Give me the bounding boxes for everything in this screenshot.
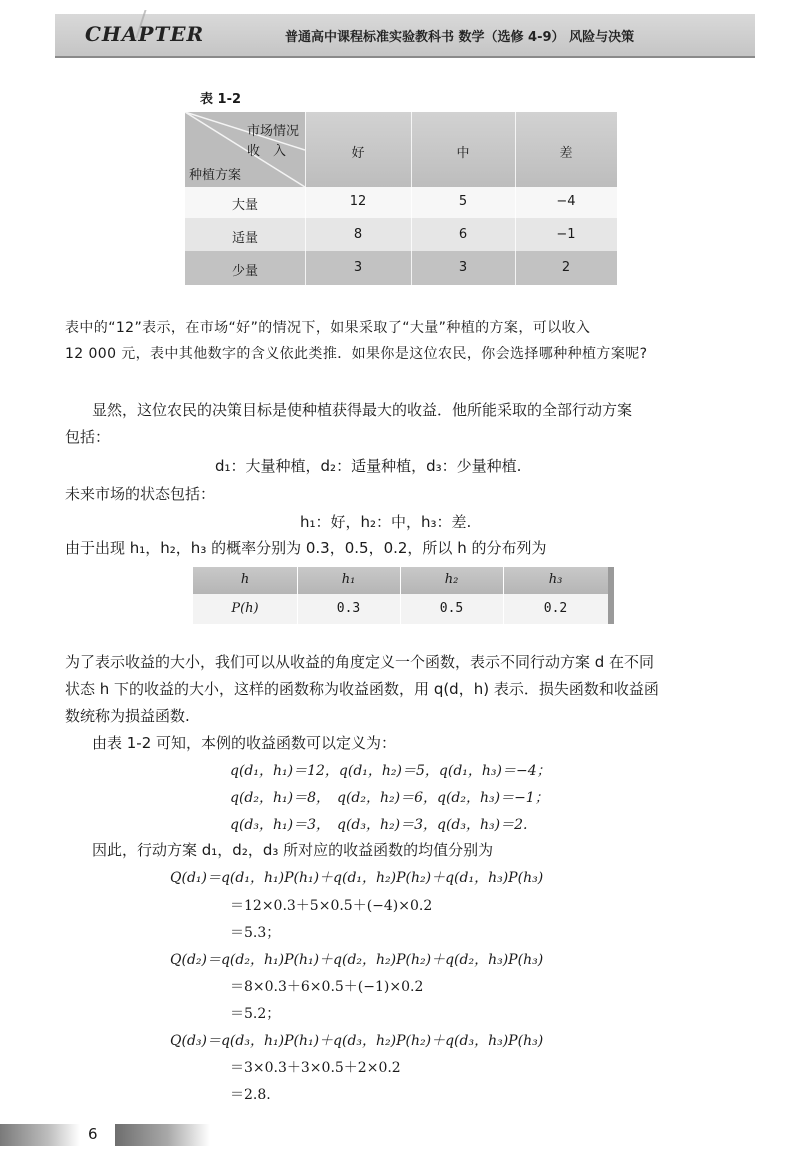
table-cell: h₂: [444, 572, 459, 587]
corner-label-market: 市场情况: [247, 124, 300, 139]
table-cell: −1: [556, 227, 576, 242]
formula-line: q(d₁，h₁)＝12，q(d₁，h₂)＝5，q(d₁，h₃)＝−4；: [230, 763, 551, 779]
actions-line: d₁：大量种植，d₂：适量种植，d₃：少量种植.: [215, 457, 522, 475]
table-cell: 6: [458, 227, 468, 242]
table-cell: h₁: [341, 572, 356, 587]
formula-line: q(d₂，h₁)＝8， q(d₂，h₂)＝6，q(d₂，h₃)＝−1；: [230, 790, 549, 806]
paragraph-line: 因此，行动方案 d₁，d₂，d₃ 所对应的收益函数的均值分别为: [92, 841, 494, 859]
formula-line: Q(d₁)＝q(d₁，h₁)P(h₁)＋q(d₁，h₂)P(h₂)＋q(d₁，h₃)P(h₃): [170, 870, 544, 886]
formula-line: q(d₃，h₁)＝3， q(d₃，h₂)＝3，q(d₃，h₃)＝2.: [230, 817, 528, 833]
row-label-large: 大量: [231, 198, 258, 213]
paragraph-line: 数统称为损益函数.: [65, 707, 190, 725]
formula-line: ＝3×0.3＋3×0.5＋2×0.2: [230, 1060, 401, 1076]
table-cell: P(h): [231, 601, 259, 616]
table-caption: 表 1-2: [200, 92, 242, 107]
table-corner-cell: [185, 112, 305, 187]
book-title: 普通高中课程标准实验教科书 数学（选修 4-9） 风险与决策: [285, 30, 635, 45]
table-cell: 2: [561, 260, 571, 275]
paragraph-line: 由表 1-2 可知，本例的收益函数可以定义为：: [92, 734, 397, 752]
footer-decoration-left: [0, 1124, 80, 1146]
table-cell: h: [240, 572, 250, 587]
column-header-medium: 中: [456, 146, 470, 161]
formula-line: ＝5.3；: [230, 925, 281, 941]
table-cell: h₃: [548, 572, 563, 587]
formula-line: ＝2.8.: [230, 1087, 271, 1103]
footer-decoration-right: [115, 1124, 210, 1146]
paragraph-line: 12 000 元，表中其他数字的含义依此类推．如果你是这位农民，你会选择哪种种植方案呢?: [65, 346, 648, 362]
table-cell: 5: [458, 194, 468, 209]
paragraph-line: 表中的“12”表示，在市场“好”的情况下，如果采取了“大量”种植的方案，可以收入: [65, 320, 591, 336]
paragraph-line: 包括：: [65, 428, 111, 446]
table-cell: 3: [353, 260, 363, 275]
table-cell: 0.2: [543, 601, 568, 616]
corner-label-income: 收 入: [247, 144, 287, 159]
paragraph-line: 由于出现 h₁，h₂，h₃ 的概率分别为 0.3，0.5，0.2，所以 h 的分布列为: [65, 539, 547, 557]
table-cell: 0.3: [336, 601, 361, 616]
column-header-good: 好: [351, 146, 365, 161]
paragraph-line: 为了表示收益的大小，我们可以从收益的角度定义一个函数，表示不同行动方案 d 在不同: [65, 653, 655, 671]
formula-line: Q(d₃)＝q(d₃，h₁)P(h₁)＋q(d₃，h₂)P(h₂)＋q(d₃，h₃)P(h₃): [170, 1033, 544, 1049]
table-cell: −4: [556, 194, 576, 209]
paragraph-line: 状态 h 下的收益的大小，这样的函数称为收益函数，用 q(d，h) 表示．损失函数和收益函: [65, 680, 659, 698]
income-table: [185, 112, 617, 285]
table-cell: 0.5: [439, 601, 464, 616]
page-number: 6: [88, 1125, 98, 1143]
paragraph-line: 显然，这位农民的决策目标是使种植获得最大的收益．他所能采取的全部行动方案: [92, 401, 633, 419]
table-cell: 8: [353, 227, 363, 242]
states-line: h₁：好，h₂：中，h₃：差.: [300, 513, 472, 531]
paragraph-line: 未来市场的状态包括：: [65, 485, 216, 503]
table-cell: 3: [458, 260, 468, 275]
row-label-small: 少量: [231, 264, 258, 279]
table-cell: 12: [349, 194, 367, 209]
column-header-poor: 差: [559, 146, 573, 161]
formula-line: Q(d₂)＝q(d₂，h₁)P(h₁)＋q(d₂，h₂)P(h₂)＋q(d₂，h₃)P(h₃): [170, 952, 544, 968]
row-label-moderate: 适量: [231, 231, 258, 246]
formula-line: ＝5.2；: [230, 1006, 281, 1022]
distribution-table: [193, 567, 614, 624]
corner-label-plan: 种植方案: [189, 168, 242, 183]
chapter-label: CHAPTER: [85, 22, 205, 46]
formula-line: ＝8×0.3＋6×0.5＋(−1)×0.2: [230, 979, 424, 995]
page-header: [55, 14, 755, 58]
formula-line: ＝12×0.3＋5×0.5＋(−4)×0.2: [230, 898, 433, 914]
